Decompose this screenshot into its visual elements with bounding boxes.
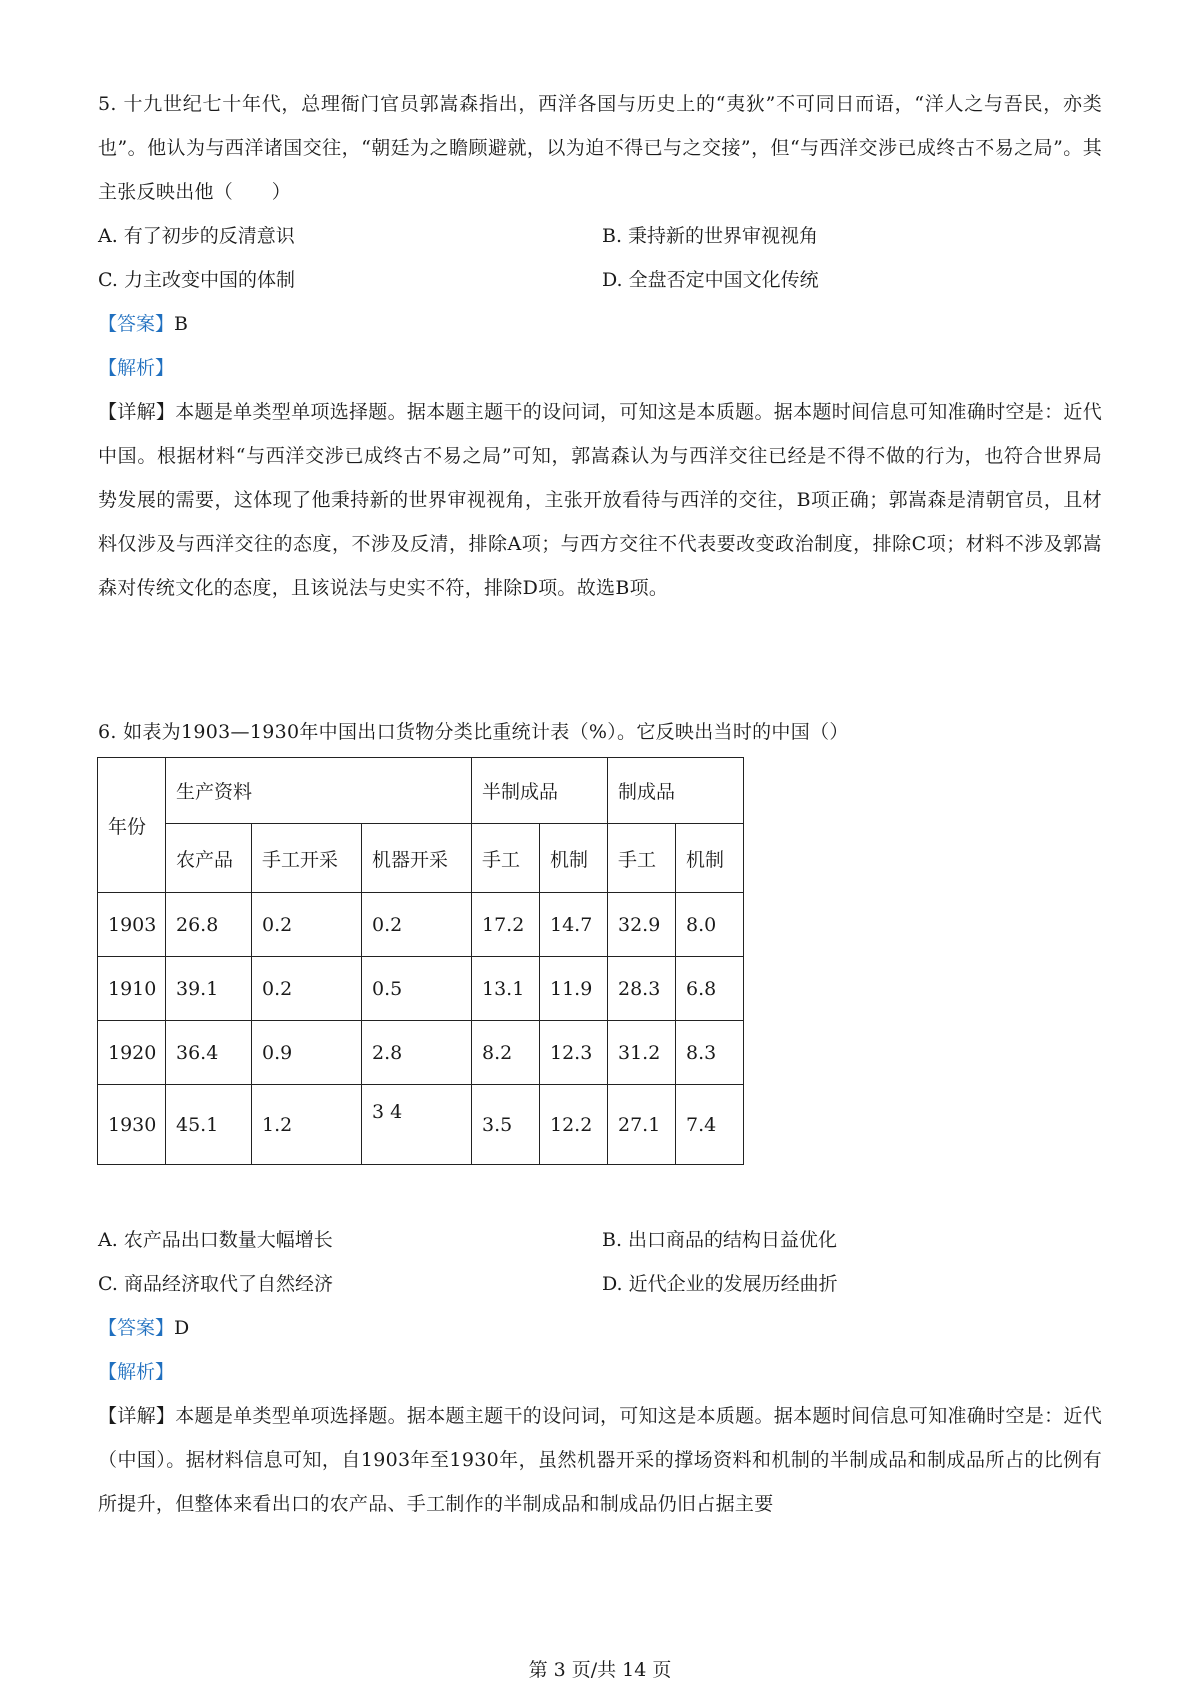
- row-year: 1930: [98, 1085, 166, 1165]
- table-cell: 11.9: [540, 957, 608, 1021]
- table-cell: 27.1: [608, 1085, 676, 1165]
- subheader-manual-mining: 手工开采: [252, 824, 362, 893]
- option-c: C. 商品经济取代了自然经济: [98, 1273, 333, 1295]
- question-5-answer: [98, 302, 1102, 346]
- option-c: C. 力主改变中国的体制: [98, 269, 295, 291]
- subheader-finished-machine: 机制: [676, 824, 744, 893]
- option-d: D. 近代企业的发展历经曲折: [602, 1273, 838, 1295]
- table-cell: 0.2: [252, 957, 362, 1021]
- table-cell: 14.7: [540, 893, 608, 957]
- table-cell: 0.5: [362, 957, 472, 1021]
- subheader-agricultural: 农产品: [166, 824, 252, 893]
- table-cell: 31.2: [608, 1021, 676, 1085]
- answer-value: B: [174, 313, 188, 335]
- row-year: 1910: [98, 957, 166, 1021]
- option-b: B. 秉持新的世界审视视角: [602, 225, 819, 247]
- table-cell: 12.3: [540, 1021, 608, 1085]
- table-row: [98, 1085, 744, 1165]
- option-d: D. 全盘否定中国文化传统: [602, 269, 819, 291]
- question-5-analysis-heading: [98, 346, 1102, 390]
- answer-tag: 【答案】: [98, 313, 175, 335]
- detail-tag: 【详解】: [98, 1405, 176, 1427]
- table-cell: 28.3: [608, 957, 676, 1021]
- subheader-semi-manual: 手工: [472, 824, 540, 893]
- table-cell: 32.9: [608, 893, 676, 957]
- option-b: B. 出口商品的结构日益优化: [602, 1229, 838, 1251]
- table-header-row-1: [98, 758, 744, 824]
- table-cell: 12.2: [540, 1085, 608, 1165]
- question-6-rest: [98, 1218, 1102, 1526]
- question-6-answer: [98, 1306, 1102, 1350]
- table-cell: 8.2: [472, 1021, 540, 1085]
- question-6-stem-block: [98, 710, 1102, 754]
- option-a: A. 农产品出口数量大幅增长: [98, 1229, 333, 1251]
- table-cell: 0.2: [362, 893, 472, 957]
- row-year: 1920: [98, 1021, 166, 1085]
- table-cell: 8.3: [676, 1021, 744, 1085]
- table-cell: 45.1: [166, 1085, 252, 1165]
- table-cell: 13.1: [472, 957, 540, 1021]
- table-cell: 3.5: [472, 1085, 540, 1165]
- detail-text: 本题是单类型单项选择题。据本题主题干的设问词，可知这是本质题。据本题时间信息可知准确时空是：近代中国。根据材料“与西洋交涉已成终古不易之局”可知，郭嵩森认为与西洋交往已经是不得不做的行为，也符合世界局势发展的需要，这体现了他秉持新的世界审视视角，主张开放看待与西洋的交往，B项正确；郭嵩森是清朝官员，且材料仅涉及与西洋交往的态度，不涉及反清，排除A项；与西方交往不代表要改变政治制度，排除C项；材料不涉及郭嵩森对传统文化的态度，且该说法与史实不符，排除D项。故选B项。: [98, 401, 1102, 599]
- table-row: [98, 893, 744, 957]
- table-row: [98, 957, 744, 1021]
- detail-text: 本题是单类型单项选择题。据本题主题干的设问词，可知这是本质题。据本题时间信息可知准确时空是：近代（中国）。据材料信息可知，自1903年至1930年，虽然机器开采的撑场资料和机制的半制成品和制成品所占的比例有所提升，但整体来看出口的农产品、手工制作的半制成品和制成品仍旧占据主要: [98, 1405, 1102, 1515]
- question-5-options: [98, 214, 1102, 302]
- export-ratio-table: [97, 757, 744, 1165]
- table-cell: 26.8: [166, 893, 252, 957]
- analysis-tag: 【解析】: [98, 357, 175, 379]
- question-6-detail: [98, 1394, 1102, 1526]
- table-cell: 0.2: [252, 893, 362, 957]
- table-cell: 1.2: [252, 1085, 362, 1165]
- table-cell: 3 4: [362, 1085, 472, 1165]
- question-5-detail: [98, 390, 1102, 610]
- question-6-analysis-heading: [98, 1350, 1102, 1394]
- question-6-options: [98, 1218, 1102, 1306]
- header-semi-finished: 半制成品: [472, 758, 608, 824]
- question-5-stem: 5. 十九世纪七十年代，总理衙门官员郭嵩森指出，西洋各国与历史上的“夷狄”不可同日而语，“洋人之与吾民，亦类也”。他认为与西洋诸国交往，“朝廷为之瞻顾避就，以为迫不得已与之交接”，但“与西洋交涉已成终古不易之局”。其主张反映出他（ ）: [98, 93, 1102, 203]
- table-cell: 36.4: [166, 1021, 252, 1085]
- detail-tag: 【详解】: [98, 401, 176, 423]
- table-cell: 8.0: [676, 893, 744, 957]
- row-year: 1903: [98, 893, 166, 957]
- answer-value: D: [174, 1317, 190, 1339]
- subheader-semi-machine: 机制: [540, 824, 608, 893]
- table-cell: 0.9: [252, 1021, 362, 1085]
- header-year: 年份: [98, 758, 166, 893]
- subheader-finished-manual: 手工: [608, 824, 676, 893]
- question-6-stem: 6. 如表为1903—1930年中国出口货物分类比重统计表（%）。它反映出当时的中国（）: [98, 721, 849, 743]
- table-row: [98, 1021, 744, 1085]
- option-a: A. 有了初步的反清意识: [98, 225, 295, 247]
- table-cell: 7.4: [676, 1085, 744, 1165]
- page-footer: 第 3 页/共 14 页: [528, 1659, 672, 1681]
- subheader-machine-mining: 机器开采: [362, 824, 472, 893]
- table-header-row-2: [98, 824, 744, 893]
- question-5: [98, 82, 1102, 610]
- header-production-materials: 生产资料: [166, 758, 472, 824]
- header-finished: 制成品: [608, 758, 744, 824]
- analysis-tag: 【解析】: [98, 1361, 175, 1383]
- table-cell: 2.8: [362, 1021, 472, 1085]
- table-cell: 39.1: [166, 957, 252, 1021]
- table-cell: 6.8: [676, 957, 744, 1021]
- table-cell: 17.2: [472, 893, 540, 957]
- answer-tag: 【答案】: [98, 1317, 175, 1339]
